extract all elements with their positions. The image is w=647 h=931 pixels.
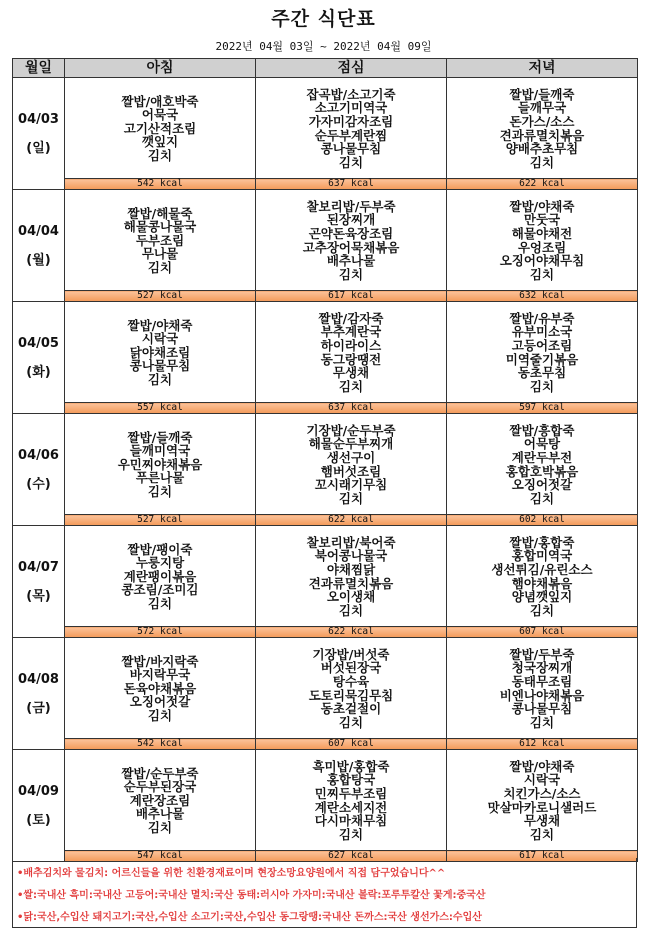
menu-item: 순두부된장국 bbox=[123, 779, 197, 795]
breakfast-menu-cell bbox=[65, 526, 256, 627]
menu-item: 부추계란국 bbox=[320, 324, 382, 340]
breakfast-menu-cell bbox=[65, 190, 256, 291]
menu-item: 기장밥/순두부죽 bbox=[306, 422, 396, 438]
day-of-week: (월) bbox=[26, 252, 51, 268]
menu-item: 고등어조림 bbox=[511, 337, 573, 353]
menu-item: 야채찜닭 bbox=[326, 561, 376, 577]
kcal-row bbox=[13, 291, 638, 302]
menu-item: 배추나물 bbox=[135, 806, 185, 822]
menu-item: 유부미소국 bbox=[511, 324, 573, 340]
dinner-menu-cell bbox=[447, 78, 638, 179]
notes-box bbox=[12, 858, 637, 928]
menu-item: 무생채 bbox=[332, 365, 370, 381]
menu-item: 오징어젓갈 bbox=[511, 477, 573, 493]
menu-item: 짤밥/야채죽 bbox=[127, 317, 193, 333]
breakfast-kcal: 527 kcal bbox=[65, 515, 256, 526]
menu-item: 김치 bbox=[147, 147, 173, 163]
menu-item: 김치 bbox=[529, 602, 555, 618]
menu-item: 민찌두부조림 bbox=[314, 785, 388, 801]
menu-item: 견과류멸치볶음 bbox=[308, 575, 394, 591]
menu-item: 소고기미역국 bbox=[314, 100, 388, 116]
day-date-cell bbox=[13, 750, 65, 862]
day-date-cell bbox=[13, 638, 65, 750]
dinner-kcal: 597 kcal bbox=[447, 403, 638, 414]
menu-item: 무생채 bbox=[523, 813, 561, 829]
menu-item: 짤밥/감자죽 bbox=[318, 310, 384, 326]
menu-item: 계란팽이볶음 bbox=[123, 568, 197, 584]
menu-item: 동그랑땡전 bbox=[320, 351, 382, 367]
kcal-row bbox=[13, 515, 638, 526]
dinner-menu-cell bbox=[447, 750, 638, 851]
header-date: 월일 bbox=[13, 59, 65, 78]
header-dinner: 저녁 bbox=[447, 59, 638, 78]
breakfast-menu-cell bbox=[65, 638, 256, 739]
menu-item: 김치 bbox=[529, 266, 555, 282]
menu-item: 미역줄기볶음 bbox=[505, 351, 579, 367]
menu-item: 치킨가스/소스 bbox=[503, 785, 581, 801]
menu-item: 콩나물무침 bbox=[511, 701, 573, 717]
day-of-week: (수) bbox=[26, 476, 51, 492]
menu-item: 배추나물 bbox=[326, 253, 376, 269]
dinner-kcal: 632 kcal bbox=[447, 291, 638, 302]
menu-item: 콩조림/조미김 bbox=[121, 582, 199, 598]
dinner-menu-cell bbox=[447, 302, 638, 403]
day-of-week: (화) bbox=[26, 364, 51, 380]
menu-item: 푸른나물 bbox=[135, 470, 185, 486]
menu-item: 시락국 bbox=[141, 331, 179, 347]
menu-item: 햄야채볶음 bbox=[511, 575, 573, 591]
menu-item: 고추장어묵채볶음 bbox=[302, 239, 400, 255]
dinner-kcal: 607 kcal bbox=[447, 627, 638, 638]
menu-item: 김치 bbox=[147, 595, 173, 611]
menu-item: 오이생채 bbox=[326, 589, 376, 605]
lunch-kcal: 622 kcal bbox=[256, 515, 447, 526]
day-date: 04/03 bbox=[18, 111, 59, 127]
day-row bbox=[13, 750, 638, 851]
menu-item: 짤밥/유부죽 bbox=[509, 310, 575, 326]
menu-item: 김치 bbox=[338, 826, 364, 842]
menu-item: 김치 bbox=[338, 602, 364, 618]
menu-item: 홍합미역국 bbox=[511, 548, 573, 564]
menu-item: 누룽지탕 bbox=[135, 555, 185, 571]
menu-item: 맛살마카로니샐러드 bbox=[487, 799, 597, 815]
menu-item: 짤밥/순두부죽 bbox=[121, 765, 199, 781]
menu-item: 닭야채조림 bbox=[129, 344, 191, 360]
breakfast-menu-cell bbox=[65, 750, 256, 851]
menu-item: 짤밥/두부죽 bbox=[509, 646, 575, 662]
day-of-week: (금) bbox=[26, 700, 51, 716]
menu-item: 계란두부전 bbox=[511, 449, 573, 465]
menu-item: 해물야채전 bbox=[511, 225, 573, 241]
menu-item: 곤약돈육장조림 bbox=[308, 225, 394, 241]
menu-item: 김치 bbox=[338, 266, 364, 282]
day-date-cell bbox=[13, 414, 65, 526]
lunch-kcal: 622 kcal bbox=[256, 627, 447, 638]
menu-item: 짤밥/해물죽 bbox=[127, 205, 193, 221]
menu-item: 돈가스/소스 bbox=[509, 113, 575, 129]
day-date-cell bbox=[13, 526, 65, 638]
note-origin-1: •쌀:국내산 흑미:국내산 고등어:국내산 멸치:국산 동태:러시아 가자미:국내산 볼락:포루투칼산 꽃게:중국산 bbox=[17, 890, 486, 901]
menu-item: 해물콩나물국 bbox=[123, 219, 197, 235]
menu-item: 해물순두부찌개 bbox=[308, 436, 394, 452]
note-kimchi: •배추김치와 물김치: 어르신들을 위한 친환경재료이며 현장소망요양원에서 직접 담구었습니다^^ bbox=[17, 868, 446, 879]
day-date-cell bbox=[13, 190, 65, 302]
breakfast-kcal: 547 kcal bbox=[65, 851, 256, 862]
menu-item: 생선튀김/유린소스 bbox=[491, 561, 593, 577]
breakfast-menu-cell bbox=[65, 78, 256, 179]
menu-item: 하이라이스 bbox=[320, 337, 382, 353]
menu-item: 북어콩나물국 bbox=[314, 548, 388, 564]
menu-item: 오징어야채무침 bbox=[499, 253, 585, 269]
breakfast-kcal: 557 kcal bbox=[65, 403, 256, 414]
day-row bbox=[13, 526, 638, 627]
menu-item: 찰보리밥/북어죽 bbox=[306, 534, 396, 550]
breakfast-kcal: 542 kcal bbox=[65, 739, 256, 750]
dinner-kcal: 602 kcal bbox=[447, 515, 638, 526]
menu-item: 비엔나야채볶음 bbox=[499, 687, 585, 703]
day-of-week: (일) bbox=[26, 140, 51, 156]
menu-item: 홍합호박볶음 bbox=[505, 463, 579, 479]
menu-item: 가자미감자조림 bbox=[308, 113, 394, 129]
menu-item: 콩나물무침 bbox=[129, 358, 191, 374]
breakfast-menu-cell bbox=[65, 302, 256, 403]
menu-item: 흑미밥/홍합죽 bbox=[312, 758, 390, 774]
day-row bbox=[13, 638, 638, 739]
day-date: 04/04 bbox=[18, 223, 59, 239]
dinner-menu-cell bbox=[447, 526, 638, 627]
day-date-cell bbox=[13, 302, 65, 414]
menu-item: 김치 bbox=[529, 826, 555, 842]
lunch-kcal: 617 kcal bbox=[256, 291, 447, 302]
menu-item: 짤밥/야채죽 bbox=[509, 758, 575, 774]
header-lunch: 점심 bbox=[256, 59, 447, 78]
header-breakfast: 아침 bbox=[65, 59, 256, 78]
menu-item: 돈육야채볶음 bbox=[123, 680, 197, 696]
menu-item: 짤밥/들깨죽 bbox=[127, 429, 193, 445]
lunch-kcal: 637 kcal bbox=[256, 179, 447, 190]
day-of-week: (목) bbox=[26, 588, 51, 604]
menu-item: 짤밥/팽이죽 bbox=[127, 541, 193, 557]
menu-item: 바지락무국 bbox=[129, 667, 191, 683]
menu-item: 김치 bbox=[147, 371, 173, 387]
dinner-kcal: 617 kcal bbox=[447, 851, 638, 862]
breakfast-kcal: 572 kcal bbox=[65, 627, 256, 638]
menu-item: 만둣국 bbox=[523, 212, 561, 228]
day-date-cell bbox=[13, 78, 65, 190]
menu-item: 찰보리밥/두부죽 bbox=[306, 198, 396, 214]
day-date: 04/06 bbox=[18, 447, 59, 463]
day-date: 04/09 bbox=[18, 783, 59, 799]
lunch-menu-cell bbox=[256, 302, 447, 403]
day-date: 04/05 bbox=[18, 335, 59, 351]
lunch-menu-cell bbox=[256, 414, 447, 515]
menu-item: 김치 bbox=[147, 707, 173, 723]
day-row bbox=[13, 302, 638, 403]
dinner-kcal: 612 kcal bbox=[447, 739, 638, 750]
menu-item: 김치 bbox=[529, 154, 555, 170]
dinner-menu-cell bbox=[447, 414, 638, 515]
menu-item: 짤밥/들깨죽 bbox=[509, 86, 575, 102]
menu-item: 들깨미역국 bbox=[129, 443, 191, 459]
menu-item: 김치 bbox=[338, 714, 364, 730]
menu-item: 생선구이 bbox=[326, 449, 376, 465]
menu-item: 양념깻잎지 bbox=[511, 589, 573, 605]
lunch-kcal: 637 kcal bbox=[256, 403, 447, 414]
menu-item: 김치 bbox=[529, 714, 555, 730]
menu-item: 콩나물무침 bbox=[320, 141, 382, 157]
menu-item: 동초무침 bbox=[517, 365, 567, 381]
breakfast-kcal: 527 kcal bbox=[65, 291, 256, 302]
dinner-menu-cell bbox=[447, 190, 638, 291]
menu-item: 오징어젓갈 bbox=[129, 694, 191, 710]
day-of-week: (토) bbox=[26, 812, 51, 828]
menu-item: 다시마채무침 bbox=[314, 813, 388, 829]
menu-item: 순두부계란찜 bbox=[314, 127, 388, 143]
dinner-menu-cell bbox=[447, 638, 638, 739]
weekly-menu-table bbox=[12, 58, 638, 862]
day-row bbox=[13, 190, 638, 291]
breakfast-menu-cell bbox=[65, 414, 256, 515]
menu-item: 탕수육 bbox=[332, 673, 370, 689]
lunch-menu-cell bbox=[256, 750, 447, 851]
menu-item: 짤밥/야채죽 bbox=[509, 198, 575, 214]
menu-item: 견과류멸치볶음 bbox=[499, 127, 585, 143]
menu-item: 버섯된장국 bbox=[320, 660, 382, 676]
menu-body bbox=[13, 78, 638, 862]
lunch-kcal: 627 kcal bbox=[256, 851, 447, 862]
menu-item: 꼬시래기무침 bbox=[314, 477, 388, 493]
note-origin-2: •닭:국산,수입산 돼지고기:국산,수입산 소고기:국산,수입산 동그랑땡:국내산 돈까스:국산 생선가스:수입산 bbox=[17, 912, 482, 923]
menu-item: 김치 bbox=[147, 259, 173, 275]
menu-item: 짤밥/애호박죽 bbox=[121, 93, 199, 109]
kcal-row bbox=[13, 179, 638, 190]
menu-item: 짤밥/홍합죽 bbox=[509, 534, 575, 550]
menu-item: 우엉조림 bbox=[517, 239, 567, 255]
menu-item: 계란장조림 bbox=[129, 792, 191, 808]
lunch-menu-cell bbox=[256, 78, 447, 179]
dinner-kcal: 622 kcal bbox=[447, 179, 638, 190]
menu-item: 김치 bbox=[147, 483, 173, 499]
menu-item: 김치 bbox=[529, 378, 555, 394]
menu-item: 깻잎지 bbox=[141, 134, 179, 150]
lunch-menu-cell bbox=[256, 638, 447, 739]
menu-item: 고기산적조림 bbox=[123, 120, 197, 136]
page-title: 주간 식단표 bbox=[271, 8, 376, 30]
menu-item: 잡곡밥/소고기죽 bbox=[306, 86, 396, 102]
menu-item: 된장찌개 bbox=[326, 212, 376, 228]
menu-item: 기장밥/버섯죽 bbox=[312, 646, 390, 662]
lunch-menu-cell bbox=[256, 190, 447, 291]
menu-item: 김치 bbox=[338, 378, 364, 394]
date-range: 2022년 04월 03일 ~ 2022년 04월 09일 bbox=[215, 40, 432, 53]
menu-item: 양배추초무침 bbox=[505, 141, 579, 157]
menu-item: 짤밥/바지락죽 bbox=[121, 653, 199, 669]
menu-item: 도토리묵김무침 bbox=[308, 687, 394, 703]
menu-item: 김치 bbox=[147, 819, 173, 835]
menu-item: 무나물 bbox=[141, 246, 179, 262]
menu-item: 김치 bbox=[338, 154, 364, 170]
day-row bbox=[13, 414, 638, 515]
menu-item: 동초겉절이 bbox=[320, 701, 382, 717]
day-row bbox=[13, 78, 638, 179]
kcal-row bbox=[13, 739, 638, 750]
menu-item: 들깨무국 bbox=[517, 100, 567, 116]
menu-item: 두부조림 bbox=[135, 232, 185, 248]
day-date: 04/07 bbox=[18, 559, 59, 575]
menu-item: 짤밥/흥합죽 bbox=[509, 422, 575, 438]
menu-item: 햄버섯조림 bbox=[320, 463, 382, 479]
kcal-row bbox=[13, 627, 638, 638]
menu-item: 홍합탕국 bbox=[326, 772, 376, 788]
table-header-row bbox=[13, 59, 638, 78]
menu-item: 청국장찌개 bbox=[511, 660, 573, 676]
kcal-row bbox=[13, 403, 638, 414]
day-date: 04/08 bbox=[18, 671, 59, 687]
menu-item: 김치 bbox=[338, 490, 364, 506]
menu-item: 동태무조림 bbox=[511, 673, 573, 689]
menu-item: 계란소세지전 bbox=[314, 799, 388, 815]
menu-item: 어묵국 bbox=[141, 107, 179, 123]
breakfast-kcal: 542 kcal bbox=[65, 179, 256, 190]
menu-item: 김치 bbox=[529, 490, 555, 506]
menu-item: 시락국 bbox=[523, 772, 561, 788]
menu-item: 어묵탕 bbox=[523, 436, 561, 452]
menu-item: 우민찌야채볶음 bbox=[117, 456, 203, 472]
lunch-menu-cell bbox=[256, 526, 447, 627]
lunch-kcal: 607 kcal bbox=[256, 739, 447, 750]
